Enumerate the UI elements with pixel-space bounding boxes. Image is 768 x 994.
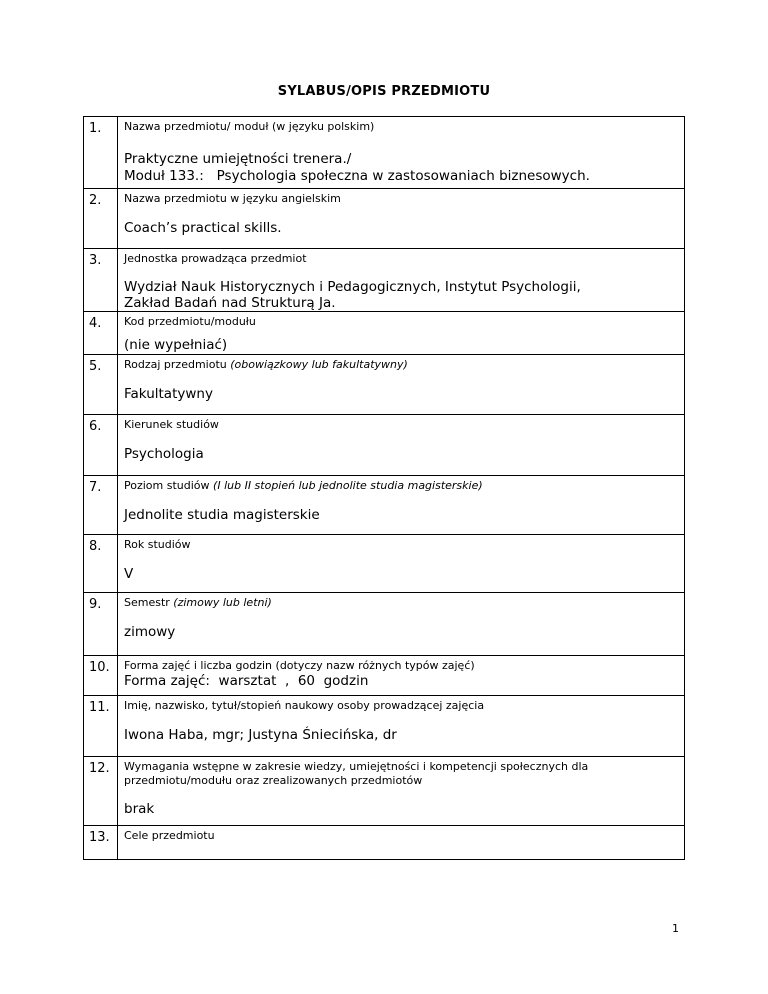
row-value-line: Zakład Badań nad Strukturą Ja. — [124, 295, 336, 311]
row-value: Jednolite studia magisterskie — [124, 507, 320, 523]
row-value: V — [124, 566, 134, 582]
row-label: Rok studiów — [124, 538, 191, 551]
row-label-hint: (I lub II stopień lub jednolite studia magisterskie) — [213, 479, 483, 492]
row-label-text: Poziom studiów — [124, 479, 214, 492]
row-label-line: Wymagania wstępne w zakresie wiedzy, umiejętności i kompetencji społecznych dla — [124, 760, 589, 773]
row-content — [118, 476, 685, 535]
table-row — [84, 656, 685, 696]
row-label — [124, 479, 678, 493]
table-row — [84, 826, 685, 860]
row-label: Imię, nazwisko, tytuł/stopień naukowy osoby prowadzącej zajęcia — [124, 699, 485, 712]
row-content — [118, 826, 685, 860]
row-value-line: Praktyczne umiejętności trenera./ — [124, 151, 352, 167]
row-content — [118, 535, 685, 593]
table-row — [84, 415, 685, 476]
row-content — [118, 355, 685, 415]
row-value: Iwona Haba, mgr; Justyna Śniecińska, dr — [124, 727, 397, 743]
row-label: Kierunek studiów — [124, 418, 219, 431]
row-value: brak — [124, 801, 155, 817]
row-number: 9. — [84, 593, 118, 656]
row-number: 11. — [84, 696, 118, 757]
row-label — [124, 596, 678, 610]
row-label — [124, 760, 678, 788]
row-content — [118, 312, 685, 355]
row-content — [118, 757, 685, 826]
row-value: Forma zajęć: warsztat , 60 godzin — [124, 673, 369, 689]
syllabus-table — [83, 116, 685, 860]
row-value: zimowy — [124, 624, 176, 640]
table-row — [84, 312, 685, 355]
row-value — [124, 279, 678, 311]
row-number: 6. — [84, 415, 118, 476]
row-label: Nazwa przedmiotu w języku angielskim — [124, 192, 341, 205]
row-number: 8. — [84, 535, 118, 593]
table-row — [84, 696, 685, 757]
table-row — [84, 249, 685, 312]
row-value-line: Moduł 133.: Psychologia społeczna w zastosowaniach biznesowych. — [124, 168, 590, 184]
row-label-text: Rodzaj przedmiotu — [124, 358, 231, 371]
row-number: 12. — [84, 757, 118, 826]
row-number: 1. — [84, 117, 118, 189]
row-label-hint: (obowiązkowy lub fakultatywny) — [230, 358, 408, 371]
row-value: Psychologia — [124, 446, 204, 462]
row-content — [118, 593, 685, 656]
document-title: SYLABUS/OPIS PRZEDMIOTU — [277, 84, 491, 99]
row-number: 4. — [84, 312, 118, 355]
row-number: 3. — [84, 249, 118, 312]
table-row — [84, 535, 685, 593]
row-number: 5. — [84, 355, 118, 415]
row-value: Fakultatywny — [124, 386, 213, 402]
row-value: Coach’s practical skills. — [124, 220, 282, 236]
row-content — [118, 696, 685, 757]
row-number: 2. — [84, 189, 118, 249]
row-label: Kod przedmiotu/modułu — [124, 315, 256, 328]
row-content — [118, 117, 685, 189]
row-label-text: Semestr — [124, 596, 174, 609]
row-label-line: przedmiotu/modułu oraz zrealizowanych przedmiotów — [124, 774, 423, 787]
row-content — [118, 189, 685, 249]
row-value: (nie wypełniać) — [124, 337, 228, 353]
row-number: 13. — [84, 826, 118, 860]
row-content — [118, 656, 685, 696]
row-label: Jednostka prowadząca przedmiot — [124, 252, 307, 265]
row-content — [118, 249, 685, 312]
row-number: 7. — [84, 476, 118, 535]
page-number: 1 — [672, 922, 679, 935]
row-content — [118, 415, 685, 476]
row-label — [124, 358, 678, 372]
table-row — [84, 757, 685, 826]
row-label: Cele przedmiotu — [124, 829, 215, 842]
table-row — [84, 117, 685, 189]
row-value-line: Wydział Nauk Historycznych i Pedagogicznych, Instytut Psychologii, — [124, 279, 581, 295]
row-label: Nazwa przedmiotu/ moduł (w języku polskim) — [124, 120, 375, 133]
table-row — [84, 355, 685, 415]
row-value — [124, 151, 678, 185]
table-row — [84, 593, 685, 656]
row-number: 10. — [84, 656, 118, 696]
table-row — [84, 476, 685, 535]
row-label: Forma zajęć i liczba godzin (dotyczy nazw różnych typów zajęć) — [124, 659, 475, 672]
row-label-hint: (zimowy lub letni) — [173, 596, 272, 609]
table-row — [84, 189, 685, 249]
